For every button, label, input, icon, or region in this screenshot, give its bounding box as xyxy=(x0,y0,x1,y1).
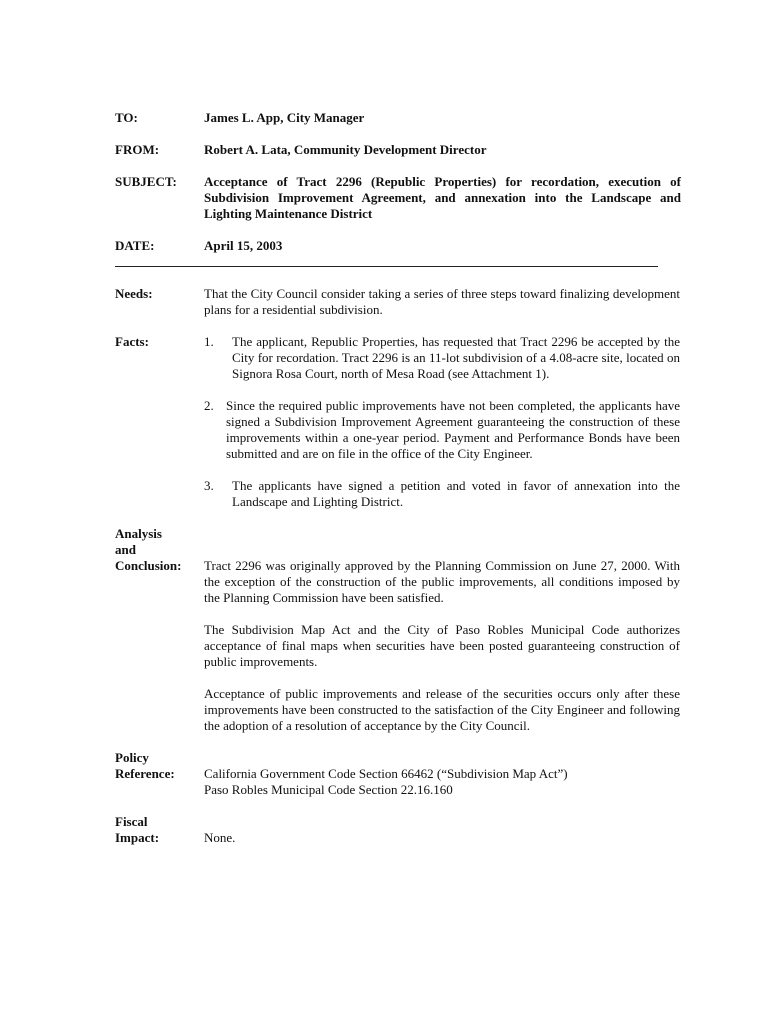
policy-label-line: Reference: xyxy=(115,766,175,781)
from-label: FROM: xyxy=(115,142,160,157)
fiscal-text: None. xyxy=(204,830,236,845)
analysis-paragraph-3: Acceptance of public improvements and release of the securities occurs only after these improvements have been constructed to the satisfaction of the City Engineer and following the adoption of a resolution of acceptance by the City Council. xyxy=(204,686,680,733)
subject-label: SUBJECT: xyxy=(115,174,177,189)
facts-item-text: The applicants have signed a petition and voted in favor of annexation into the Landscape and Lighting District. xyxy=(232,478,680,509)
facts-item-number: 2. xyxy=(204,398,214,413)
analysis-label-line: and xyxy=(115,542,136,557)
from-value: Robert A. Lata, Community Development Director xyxy=(204,142,487,157)
fiscal-label-line: Fiscal xyxy=(115,814,148,829)
needs-text: That the City Council consider taking a series of three steps toward finalizing development plans for a residential subdivision. xyxy=(204,286,680,317)
to-value: James L. App, City Manager xyxy=(204,110,365,125)
needs-label: Needs: xyxy=(115,286,153,301)
header-divider xyxy=(115,266,658,267)
policy-reference-line: California Government Code Section 66462 (“Subdivision Map Act”) xyxy=(204,766,568,781)
fiscal-label-line: Impact: xyxy=(115,830,160,845)
to-label: TO: xyxy=(115,110,138,125)
date-value: April 15, 2003 xyxy=(204,238,283,253)
analysis-label xyxy=(115,526,201,574)
analysis-paragraph-1: Tract 2296 was originally approved by the Planning Commission on June 27, 2000. With the exception of the construction of the public improvements, all conditions imposed by the Planning Commission have been satisfied. xyxy=(204,558,680,605)
facts-item-number: 1. xyxy=(204,334,214,349)
policy-label xyxy=(115,750,201,782)
facts-item-text: Since the required public improvements have not been completed, the applicants have signed a Subdivision Improvement Agreement guaranteeing the construction of these improvements within a one-year period. Payment and Performance Bonds have been submitted and are on file in the office of the City Engineer. xyxy=(226,398,680,461)
policy-label-line: Policy xyxy=(115,750,149,765)
date-label: DATE: xyxy=(115,238,155,253)
analysis-paragraph-2: The Subdivision Map Act and the City of Paso Robles Municipal Code authorizes acceptance of final maps when securities have been posted guaranteeing construction of public improvements. xyxy=(204,622,680,669)
fiscal-label xyxy=(115,814,201,846)
policy-references xyxy=(204,766,680,798)
subject-value: Acceptance of Tract 2296 (Republic Properties) for recordation, execution of Subdivision Improvement Agreement, and annexation into the Landscape and Lighting Maintenance District xyxy=(204,174,681,221)
facts-item-number: 3. xyxy=(204,478,214,493)
analysis-label-line: Conclusion: xyxy=(115,558,182,573)
analysis-label-line: Analysis xyxy=(115,526,162,541)
policy-reference-line: Paso Robles Municipal Code Section 22.16.160 xyxy=(204,782,453,797)
facts-label: Facts: xyxy=(115,334,149,349)
facts-item-text: The applicant, Republic Properties, has requested that Tract 2296 be accepted by the City for recordation. Tract 2296 is an 11-lot subdivision of a 4.08-acre site, located on Signora Rosa Court, north of Mesa Road (see Attachment 1). xyxy=(232,334,680,381)
